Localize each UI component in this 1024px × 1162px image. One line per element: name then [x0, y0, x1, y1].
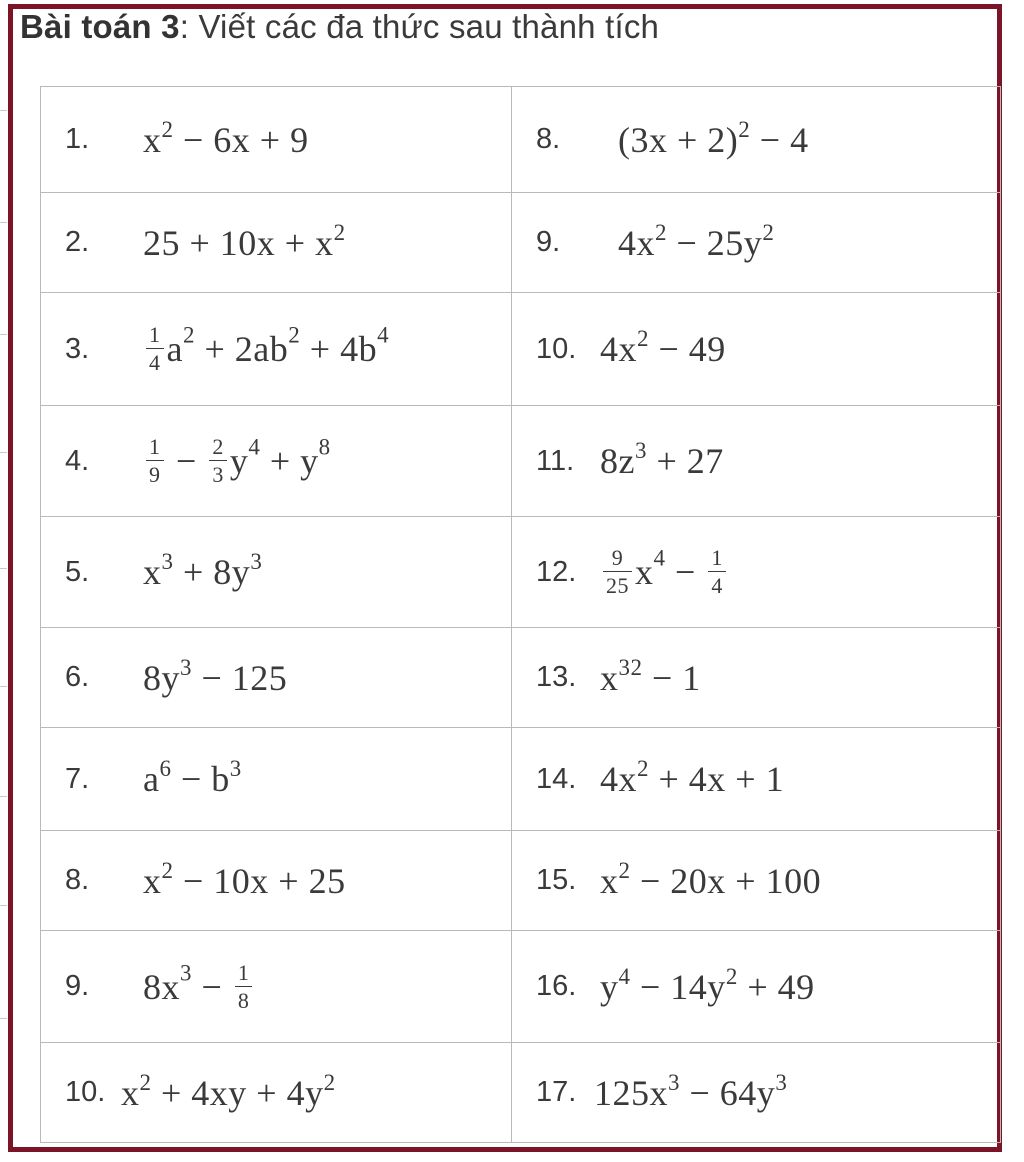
table-row: [41, 831, 1001, 931]
table-cell: [512, 193, 1001, 293]
table-row: [41, 193, 1001, 293]
polynomial-expression: $x^2 - 20x + 100$: [600, 857, 822, 901]
table-row: [41, 628, 1001, 728]
polynomial-expression: $4x^2 - 49$: [600, 326, 726, 369]
table-row: [41, 406, 1001, 517]
polynomial-expression: $x^2 - 10x + 25$: [143, 857, 346, 901]
item-number: 12.: [536, 555, 577, 588]
polynomial-expression: $x^2 + 4xy + 4y^2$: [121, 1069, 336, 1113]
table-cell: [41, 517, 512, 628]
polynomial-expression: $8y^3 - 125$: [143, 654, 288, 698]
polynomial-expression: $\frac{1}{9}$ − $\frac{2}{3}$ $y^4 + y^8$: [143, 436, 331, 486]
polynomial-expression: $\frac{1}{4}$ $a^2 + 2ab^2 + 4b^4$: [143, 324, 389, 374]
polynomial-expression: $25 + 10x + x^2$: [143, 219, 346, 263]
polynomial-expression: $(3x + 2)^2 - 4$: [618, 116, 809, 160]
item-number: 7.: [65, 762, 90, 795]
polynomial-expression: $8x^3$ − $\frac{1}{8}$: [143, 962, 255, 1012]
item-number: 6.: [65, 661, 90, 693]
item-number: 11.: [536, 444, 575, 477]
polynomial-expression: $y^4 - 14y^2 + 49$: [600, 963, 815, 1007]
table-cell: [512, 517, 1001, 628]
table-cell: [41, 193, 512, 293]
table-cell: [41, 628, 512, 728]
table-cell: [41, 87, 512, 193]
polynomial-expression: $\frac{9}{25}$ $x^4$ − $\frac{1}{4}$: [600, 547, 729, 597]
item-number: 1.: [65, 123, 90, 155]
table-cell: [41, 293, 512, 406]
polynomial-expression: $125x^3 - 64y^3$: [594, 1069, 788, 1113]
table-row: [41, 87, 1001, 193]
item-number: 9.: [65, 970, 90, 1002]
table-cell: [41, 931, 512, 1043]
polynomial-expression: $x^3 + 8y^3$: [143, 549, 263, 592]
item-number: 15.: [536, 864, 577, 896]
polynomial-expression: $x^{32} - 1$: [600, 654, 701, 698]
polynomial-expression: $4x^2 - 25y^2$: [618, 219, 775, 263]
item-number: 8.: [536, 123, 561, 155]
exercise-title-text: : Viết các đa thức sau thành tích: [179, 8, 660, 45]
table-row: [41, 1043, 1001, 1143]
table-cell: [512, 728, 1001, 831]
table-cell: [512, 931, 1001, 1043]
item-number: 17.: [536, 1076, 577, 1108]
fraction: $\frac{9}{25}$: [603, 547, 632, 597]
table-row: [41, 293, 1001, 406]
item-number: 16.: [536, 970, 577, 1002]
table-cell: [512, 1043, 1001, 1143]
fraction: $\frac{2}{3}$: [209, 436, 227, 486]
item-number: 2.: [65, 226, 90, 258]
item-number: 8.: [65, 864, 90, 896]
polynomial-table: [40, 86, 1001, 1143]
table-row: [41, 517, 1001, 628]
table-cell: [512, 87, 1001, 193]
table-row: [41, 728, 1001, 831]
fraction: $\frac{1}{8}$: [235, 962, 253, 1012]
table-row: [41, 931, 1001, 1043]
fraction: $\frac{1}{4}$: [146, 324, 164, 374]
polynomial-expression: $8z^3 + 27$: [600, 438, 724, 481]
table-cell: [512, 628, 1001, 728]
polynomial-expression: $4x^2 + 4x + 1$: [600, 756, 785, 799]
item-number: 14.: [536, 762, 577, 795]
fraction: $\frac{1}{9}$: [146, 436, 164, 486]
table-cell: [512, 293, 1001, 406]
item-number: 4.: [65, 444, 90, 477]
table-cell: [512, 406, 1001, 517]
table-cell: [41, 406, 512, 517]
table-cell: [41, 1043, 512, 1143]
table-cell: [41, 831, 512, 931]
polynomial-expression: $a^6 - b^3$: [143, 756, 242, 799]
polynomial-expression: $x^2 - 6x + 9$: [143, 116, 309, 160]
left-margin-ticks: [0, 0, 8, 1162]
item-number: 9.: [536, 226, 561, 258]
item-number: 5.: [65, 555, 90, 588]
item-number: 13.: [536, 661, 577, 693]
item-number: 10.: [536, 332, 577, 365]
item-number: 10.: [65, 1076, 106, 1108]
fraction: $\frac{1}{4}$: [708, 547, 726, 597]
exercise-title-bold: Bài toán 3: [20, 8, 180, 45]
item-number: 3.: [65, 332, 90, 365]
exercise-title: [20, 8, 659, 46]
table-cell: [41, 728, 512, 831]
table-cell: [512, 831, 1001, 931]
